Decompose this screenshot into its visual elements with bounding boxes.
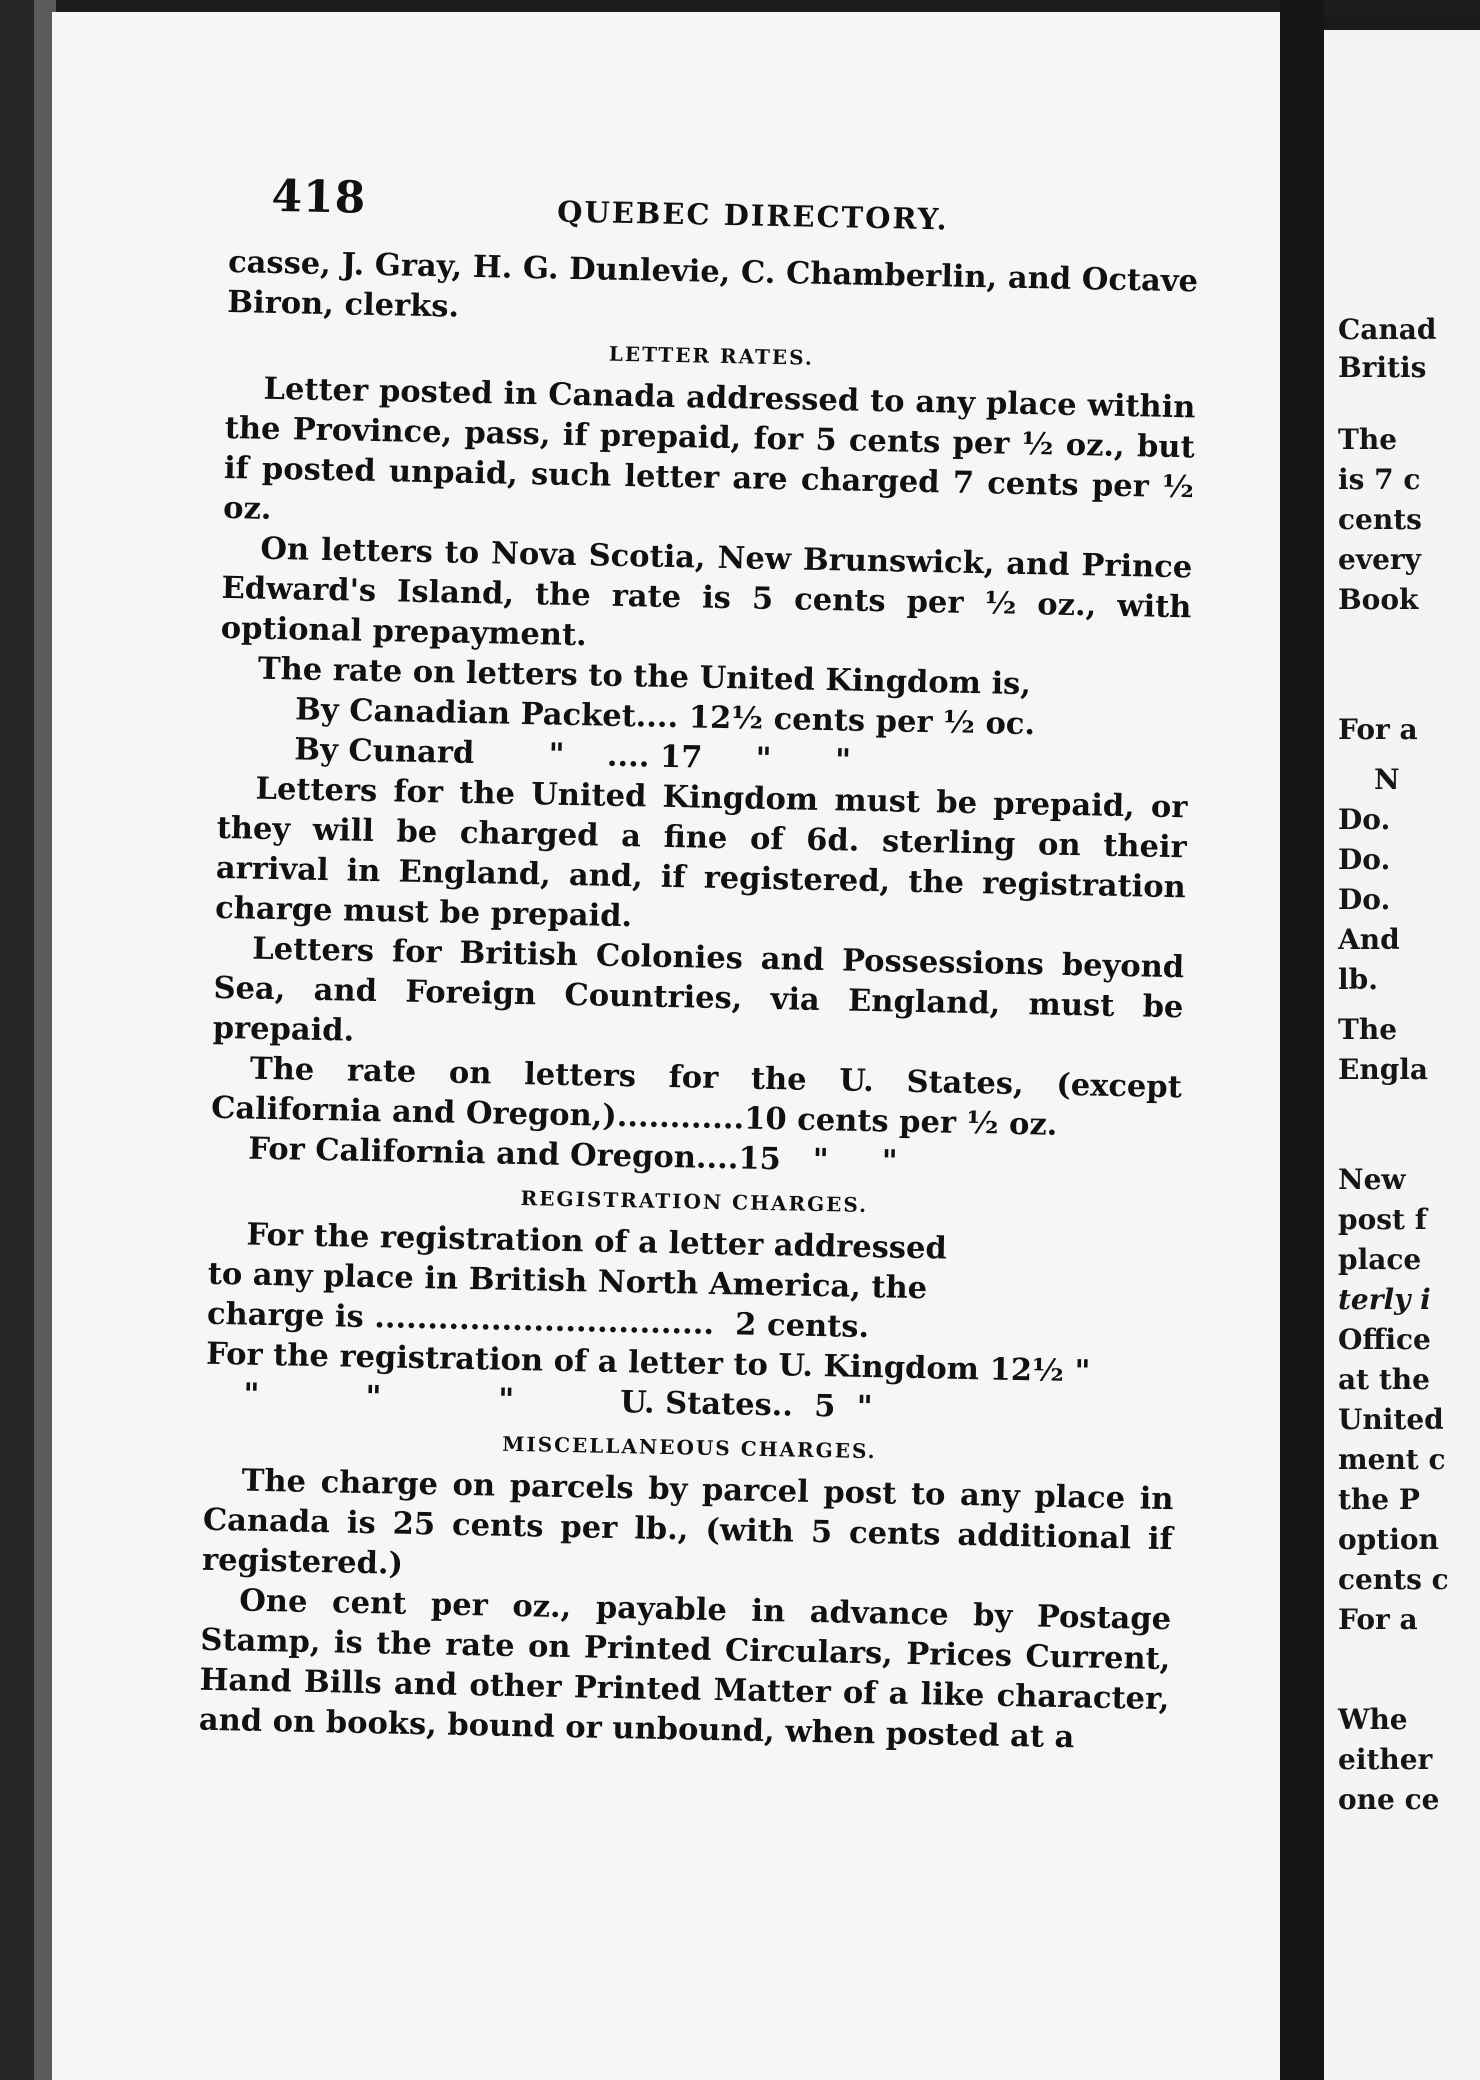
registration-bna-line2: to any place in British North America, the — [207, 1255, 928, 1307]
right-page-fragment: Engla — [1338, 1053, 1429, 1086]
right-page-fragment: option — [1338, 1523, 1439, 1556]
right-page-fragment: is 7 c — [1338, 463, 1421, 496]
california-rate: For California and Oregon....15 " " — [248, 1130, 898, 1180]
right-page-fragment: For a — [1338, 713, 1418, 746]
header-title: QUEBEC DIRECTORY. — [556, 194, 950, 237]
right-page-fragment: New — [1338, 1163, 1406, 1196]
right-page-fragment: terly i — [1338, 1283, 1431, 1316]
right-page-fragment: place — [1338, 1243, 1422, 1276]
right-page-fragment: Britis — [1338, 351, 1427, 384]
book-binding — [0, 0, 52, 2080]
right-page-fragment: Do. — [1338, 843, 1391, 876]
registration-bna-line1: For the registration of a letter addressed — [246, 1216, 948, 1267]
right-page-fragment: United — [1338, 1403, 1444, 1436]
uk-rate-intro: The rate on letters to the United Kingdom is, — [257, 650, 1032, 703]
letter-rates-para4: Letters for British Colonies and Possessions beyond Sea, and Foreign Countries, via England, must be prepaid. — [212, 930, 1185, 1049]
right-page-fragment: cents c — [1338, 1563, 1449, 1596]
right-page-fragment: And — [1338, 923, 1400, 956]
miscellaneous-heading: MISCELLANEOUS CHARGES. — [501, 1431, 877, 1464]
letter-rates-para2: On letters to Nova Scotia, New Brunswick, and Prince Edward's Island, the rate is 5 cents per ½ oz., with optional prepayment. — [220, 530, 1193, 654]
right-page-fragment: cents — [1338, 503, 1422, 536]
us-rate-paragraph: The rate on letters for the U. States, (except California and Oregon,)............10 cents per ½ oz. — [210, 1050, 1183, 1143]
left-page-column — [198, 170, 1199, 1759]
uk-rate-cunard: By Cunard " .... 17 " " — [294, 731, 852, 779]
registration-bna-line3: charge is ................................ 2 cents. — [206, 1295, 870, 1346]
right-page-fragment: one ce — [1338, 1783, 1440, 1816]
right-page-fragment: Whe — [1338, 1703, 1408, 1736]
letter-rates-para3: Letters for the United Kingdom must be prepaid, or they will be charged a fine of 6d. sterling on their arrival in England, and, if registered, the registration charge must be prepaid. — [214, 770, 1188, 935]
right-page-fragment: Canad — [1338, 313, 1437, 346]
registration-us-line: " " " U. States.. 5 " — [243, 1376, 873, 1426]
letter-rates-heading: LETTER RATES. — [608, 341, 815, 370]
right-page — [1324, 30, 1480, 2080]
page-number: 418 — [270, 170, 367, 224]
right-page-fragment: For a — [1338, 1603, 1418, 1636]
right-page-fragment: post f — [1338, 1203, 1427, 1236]
right-page-fragment: ment c — [1338, 1443, 1446, 1476]
letter-rates-para1: Letter posted in Canada addressed to any place within the Province, pass, if prepaid, for 5 cents per ½ oz., but if posted unpaid, such letter are charged 7 cents per ½ oz. — [222, 370, 1196, 527]
right-page-fragment: Do. — [1338, 803, 1391, 836]
right-page-fragment: Office — [1338, 1323, 1431, 1356]
right-page-fragment: Do. — [1338, 883, 1391, 916]
right-page-fragment: at the — [1338, 1363, 1430, 1396]
right-page-fragment: The — [1338, 1013, 1398, 1046]
right-page-fragment: Book — [1338, 583, 1419, 616]
miscellaneous-para2: One cent per oz., payable in advance by Postage Stamp, is the rate on Printed Circulars, Prices Current, Hand Bills and other Printed Matter of a like character, and on books, bound or unbound, when posted at a — [198, 1582, 1172, 1756]
uk-rate-packet: By Canadian Packet.... 12½ cents per ½ oc. — [294, 691, 1036, 743]
right-page-fragment: the P — [1338, 1483, 1420, 1516]
registration-heading: REGISTRATION CHARGES. — [520, 1186, 869, 1218]
miscellaneous-para1: The charge on parcels by parcel post to any place in Canada is 25 cents per lb., (with 5 cents additional if registered.) — [201, 1462, 1174, 1582]
right-page-fragment: The — [1338, 423, 1398, 456]
right-page-fragment: every — [1338, 543, 1421, 576]
right-page-fragment: either — [1338, 1743, 1433, 1776]
registration-uk-line: For the registration of a letter to U. Kingdom 12½ " — [205, 1335, 1091, 1390]
continuation-paragraph: casse, J. Gray, H. G. Dunlevie, C. Chamberlin, and Octave Biron, clerks. — [226, 243, 1199, 325]
right-page-fragment: lb. — [1338, 963, 1378, 996]
right-page-fragment: N — [1374, 763, 1400, 796]
page-gutter — [1280, 0, 1324, 2080]
